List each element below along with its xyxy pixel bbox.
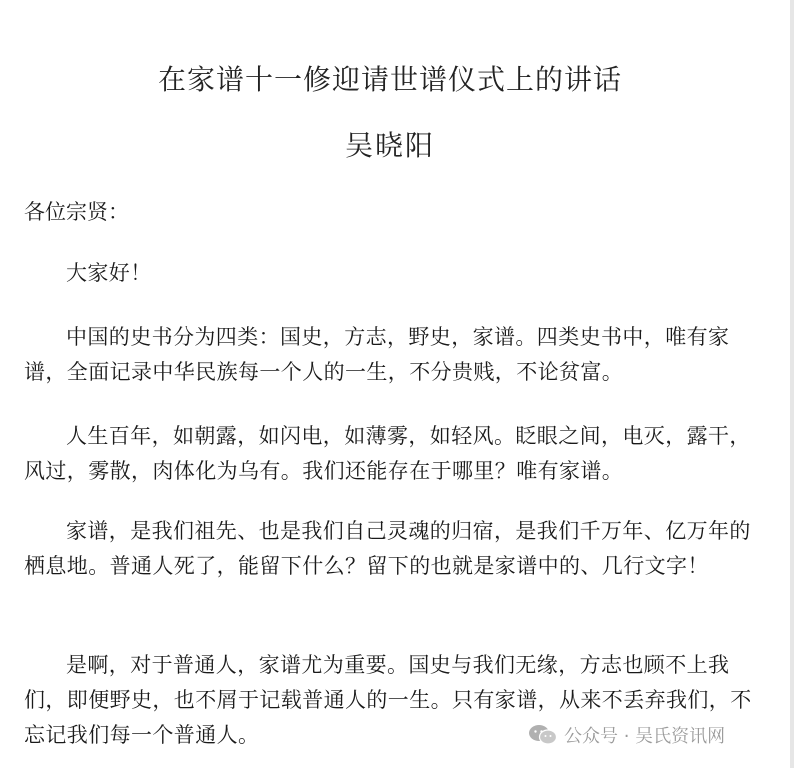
document-author: 吴晓阳 xyxy=(344,129,435,162)
watermark-text: 公众号 · 吴氏资讯网 xyxy=(564,726,726,747)
wechat-icon xyxy=(528,724,558,746)
paragraph-genealogy-home: 家谱，是我们祖先、也是我们自己灵魂的归宿，是我们千万年、亿万年的栖息地。普通人死了，能留下什么？留下的也就是家谱中的、几行文字！ xyxy=(24,519,751,578)
document-title: 在家谱十一修迎请世谱仪式上的讲话 xyxy=(157,63,622,96)
paragraph-history-books: 中国的史书分为四类：国史，方志，野史，家谱。四类史书中，唯有家谱，全面记录中华民族每一个人的一生，不分贵贱，不论贫富。 xyxy=(24,325,730,384)
paragraph-greeting: 大家好！ xyxy=(66,261,152,285)
paragraph-common-people: 是啊，对于普通人，家谱尤为重要。国史与我们无缘，方志也顾不上我们，即便野史，也不屑于记载普通人的一生。只有家谱，从来不丢弃我们，不忘记我们每一个普通人。 xyxy=(24,653,752,747)
paragraph-life-brief: 人生百年，如朝露，如闪电，如薄雾，如轻风。眨眼之间，电灭，露干，风过，雾散，肉体化为乌有。我们还能存在于哪里？唯有家谱。 xyxy=(24,424,751,483)
wechat-watermark xyxy=(528,722,725,748)
salutation: 各位宗贤： xyxy=(24,200,129,224)
page-right-edge xyxy=(790,0,794,768)
